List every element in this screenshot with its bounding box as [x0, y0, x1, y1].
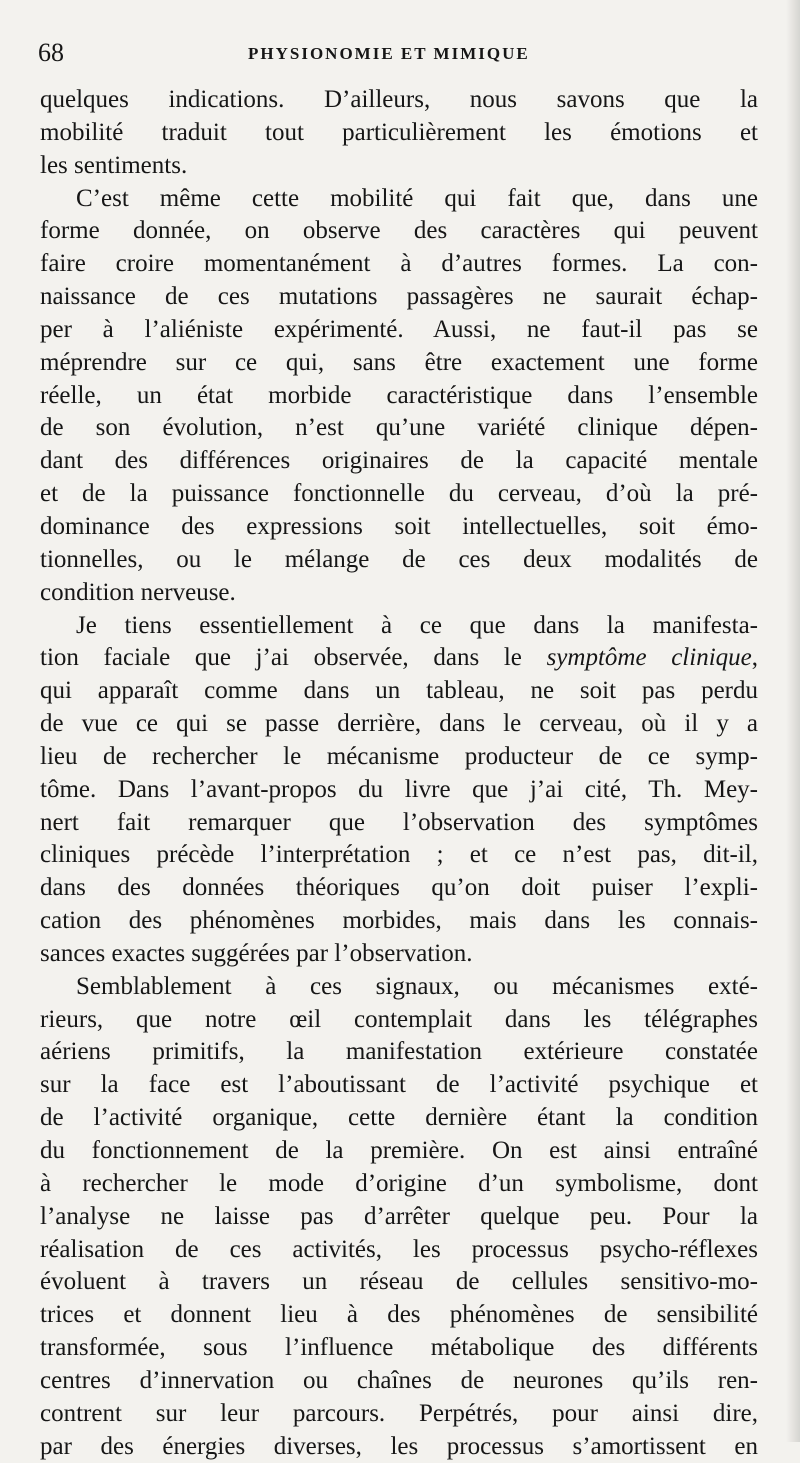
text-line: méprendre sur ce qui, sans être exactement une forme: [40, 348, 758, 376]
text-line: sances exactes suggérées par l’observation.: [40, 939, 473, 967]
running-title: PHYSIONOMIE ET MIMIQUE: [248, 44, 530, 63]
text-line: dant des différences originaires de la capacité mentale: [40, 447, 758, 475]
text-line: condition nerveuse.: [40, 578, 236, 606]
text-line: cliniques précède l’interprétation ; et ce n’est pas, dit-il,: [40, 841, 758, 869]
text-line: nert fait remarquer que l’observation des symptômes: [40, 808, 758, 836]
text-line: réalisation de ces activités, les processus psycho-réflexes: [40, 1235, 758, 1263]
text-line: évoluent à travers un réseau de cellules sensitivo-mo-: [40, 1268, 758, 1296]
text-line: faire croire momentanément à d’autres formes. La con-: [40, 250, 758, 278]
text-line: de vue ce qui se passe derrière, dans le cerveau, où il y a: [40, 710, 758, 738]
text-line-with-italic: [40, 642, 758, 675]
text-line: du fonctionnement de la première. On est ainsi entraîné: [40, 1137, 758, 1164]
text-line: tôme. Dans l’avant-propos du livre que j’ai cité, Th. Mey-: [40, 775, 758, 803]
text-line: à rechercher le mode d’origine d’un symbolisme, dont: [40, 1169, 758, 1197]
text-line: sur la face est l’aboutissant de l’activité psychique et: [40, 1071, 758, 1099]
text-line: qui apparaît comme dans un tableau, ne soit pas perdu: [40, 677, 758, 705]
text-line: par des énergies diverses, les processus s’amortissent en: [40, 1432, 758, 1460]
text-line: les sentiments.: [40, 151, 188, 179]
text-line: mobilité traduit tout particulièrement les émotions et: [40, 118, 758, 146]
body-text: [40, 84, 758, 1463]
page-number: 68: [38, 38, 64, 67]
text-line: naissance de ces mutations passagères ne saurait échap-: [40, 283, 758, 311]
italic-phrase: symptôme clinique: [546, 644, 752, 672]
text-line: Semblablement à ces signaux, ou mécanismes exté-: [76, 972, 758, 1000]
page-edge-shadow: [786, 0, 800, 1442]
text-line: l’analyse ne laisse pas d’arrêter quelque peu. Pour la: [40, 1202, 758, 1230]
text-line: quelques indications. D’ailleurs, nous savons que la: [40, 86, 758, 113]
text-line: Je tiens essentiellement à ce que dans la manifesta-: [76, 611, 758, 639]
line-text: tion faciale que j’ai observée, dans le: [40, 644, 547, 672]
text-line: forme donnée, on observe des caractères qui peuvent: [40, 217, 758, 245]
text-line: contrent sur leur parcours. Perpétrés, pour ainsi dire,: [40, 1399, 758, 1427]
text-line: centres d’innervation ou chaînes de neurones qu’ils ren-: [40, 1366, 758, 1394]
text-line: réelle, un état morbide caractéristique dans l’ensemble: [40, 381, 758, 409]
text-line: dominance des expressions soit intellectuelles, soit émo-: [40, 512, 758, 540]
text-line: dans des données théoriques qu’on doit puiser l’expli-: [40, 874, 758, 902]
text-line: de son évolution, n’est qu’une variété clinique dépen-: [40, 414, 758, 442]
line-punctuation: ,: [751, 644, 758, 672]
text-line: de l’activité organique, cette dernière étant la condition: [40, 1104, 758, 1132]
text-line: tionnelles, ou le mélange de ces deux modalités de: [40, 545, 758, 573]
text-line: trices et donnent lieu à des phénomènes de sensibilité: [40, 1301, 758, 1329]
text-line: aériens primitifs, la manifestation extérieure constatée: [40, 1038, 758, 1066]
text-line: lieu de rechercher le mécanisme producteur de ce symp-: [40, 742, 758, 770]
text-line: rieurs, que notre œil contemplait dans les télégraphes: [40, 1005, 758, 1033]
text-line: et de la puissance fonctionnelle du cerveau, d’où la pré-: [40, 480, 758, 508]
text-line: per à l’aliéniste expérimenté. Aussi, ne faut-il pas se: [40, 315, 758, 343]
page-header: [38, 38, 758, 68]
text-line: cation des phénomènes morbides, mais dans les connais-: [40, 907, 758, 935]
text-line: transformée, sous l’influence métabolique des différents: [40, 1334, 758, 1362]
text-line: C’est même cette mobilité qui fait que, dans une: [76, 184, 758, 212]
